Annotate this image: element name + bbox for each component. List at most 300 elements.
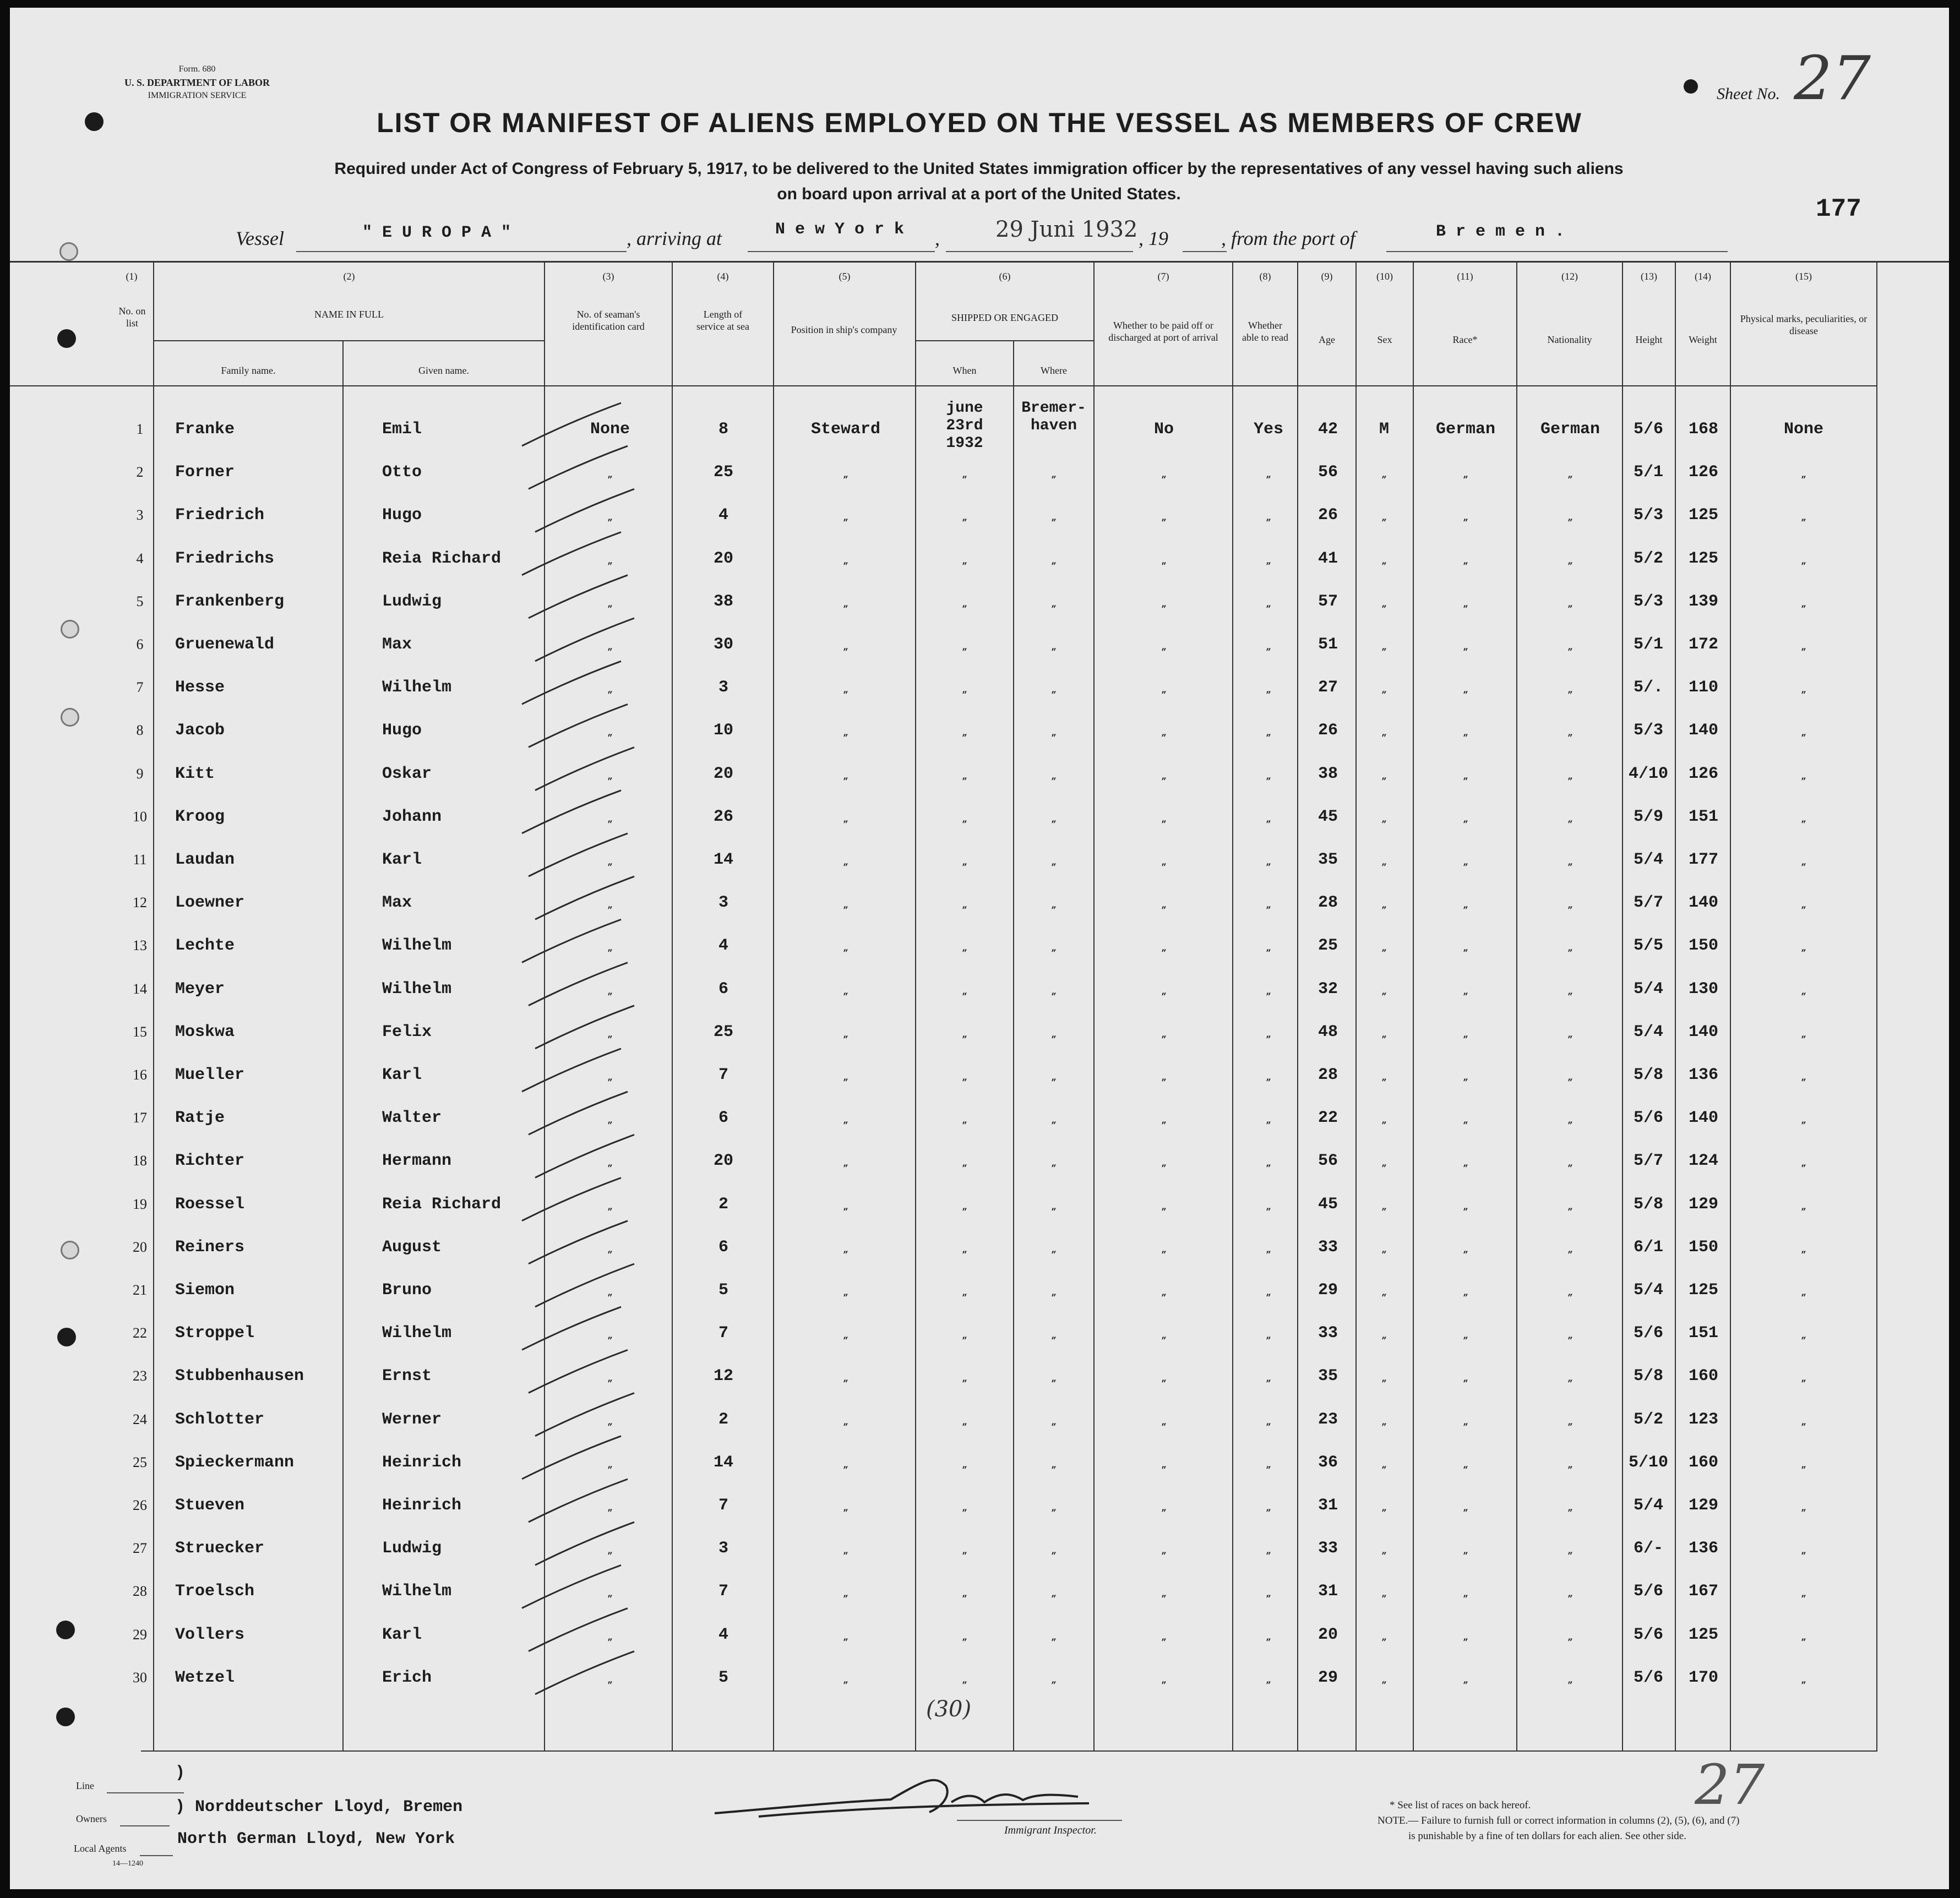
cell-race: ” <box>1463 1465 1468 1475</box>
punch-hole-icon <box>57 329 76 348</box>
cell-where: ” <box>1051 733 1057 744</box>
cell-read: ” <box>1266 1465 1271 1475</box>
cell-race: ” <box>1463 1336 1468 1346</box>
cell-service: 6 <box>718 1237 728 1257</box>
cell-no: 28 <box>133 1583 147 1600</box>
cell-age: 28 <box>1317 1066 1338 1084</box>
cell-no: 19 <box>133 1196 147 1212</box>
cell-height: 5/7 <box>1633 1152 1663 1171</box>
cell-height: 5/. <box>1633 678 1663 697</box>
cell-marks: ” <box>1801 819 1806 830</box>
cell-age: 51 <box>1317 635 1338 654</box>
cell-family: Troelsch <box>175 1582 255 1601</box>
cell-nationality: ” <box>1567 604 1573 614</box>
cell-read: ” <box>1266 991 1271 1002</box>
cell-sex: ” <box>1381 1336 1387 1346</box>
cell-service: 6 <box>718 979 728 999</box>
cell-position: ” <box>843 1207 848 1217</box>
cell-paid: ” <box>1161 1379 1167 1389</box>
cell-no: 6 <box>136 636 144 652</box>
cell-when: ” <box>962 561 967 571</box>
cell-id: ” <box>607 518 613 528</box>
cell-no: 18 <box>133 1153 147 1169</box>
cell-when: ” <box>962 475 967 486</box>
cell-no: 26 <box>133 1497 147 1513</box>
cell-weight: 123 <box>1688 1410 1718 1429</box>
cell-sex: ” <box>1381 1508 1387 1518</box>
cell-when: ” <box>962 991 967 1002</box>
cell-sex: ” <box>1381 991 1387 1002</box>
cell-age: 45 <box>1317 807 1338 826</box>
cell-when: ” <box>962 1422 967 1432</box>
cell-nationality: ” <box>1567 1594 1573 1605</box>
cell-family: Stubbenhausen <box>175 1367 304 1386</box>
cell-given: Hugo <box>382 506 422 525</box>
cell-no: 5 <box>136 593 144 609</box>
cell-given: Erich <box>382 1668 432 1687</box>
cell-nationality: ” <box>1567 1422 1573 1432</box>
cell-paid: ” <box>1161 1680 1167 1690</box>
cell-position: Steward <box>810 420 881 439</box>
header-age: Age <box>1319 334 1335 345</box>
comma: , <box>935 227 940 249</box>
cell-nationality: ” <box>1567 1465 1573 1475</box>
cell-nationality: German <box>1540 420 1600 439</box>
penalty-note-line-2: is punishable by a fine of ten dollars for each alien. See other side. <box>1408 1830 1686 1842</box>
header-where: Where <box>1041 365 1067 376</box>
from-port-label: , from the port of <box>1221 227 1355 249</box>
cell-read: Yes <box>1253 420 1283 439</box>
cell-given: Wilhelm <box>382 979 452 999</box>
cell-marks: ” <box>1801 1250 1806 1260</box>
cell-no: 25 <box>133 1454 147 1470</box>
cell-read: ” <box>1266 1121 1271 1131</box>
cell-sex: ” <box>1381 733 1387 744</box>
cell-weight: 126 <box>1688 463 1718 482</box>
cell-family: Friedrichs <box>175 549 275 568</box>
cell-weight: 125 <box>1688 549 1718 568</box>
form-identification <box>98 63 296 102</box>
cell-read: ” <box>1266 1293 1271 1303</box>
cell-given: Johann <box>382 807 442 826</box>
cell-when: ” <box>962 1034 967 1045</box>
cell-weight: 125 <box>1688 1281 1718 1300</box>
form-code: 14—1240 <box>112 1859 143 1868</box>
cell-where: ” <box>1051 1034 1057 1045</box>
header-height: Height <box>1635 334 1663 345</box>
total-count: (30) <box>926 1697 972 1722</box>
cell-weight: 124 <box>1688 1152 1718 1171</box>
cell-marks: ” <box>1801 1121 1806 1131</box>
cell-given: Ernst <box>382 1367 432 1386</box>
cell-paid: ” <box>1161 1637 1167 1648</box>
cell-weight: 167 <box>1688 1582 1718 1601</box>
cell-sex: ” <box>1381 1465 1387 1475</box>
cell-paid: No <box>1153 420 1174 439</box>
cell-position: ” <box>843 1121 848 1131</box>
col-number-10: (10) <box>1376 271 1393 282</box>
cell-position: ” <box>843 948 848 959</box>
cell-given: Oskar <box>382 764 432 783</box>
sheet-number: 27 <box>1794 43 1871 113</box>
cell-where: ” <box>1051 1121 1057 1131</box>
header-id-card: No. of seaman's identification card <box>572 309 645 332</box>
cell-given: Werner <box>382 1410 442 1429</box>
cell-read: ” <box>1266 1250 1271 1260</box>
owners-value: ) Norddeutscher Lloyd, Bremen <box>175 1798 463 1817</box>
cell-marks: ” <box>1801 1551 1806 1562</box>
cell-weight: 140 <box>1688 721 1718 740</box>
service-name: IMMIGRATION SERVICE <box>148 91 247 100</box>
inspector-label: Immigrant Inspector. <box>1004 1824 1097 1836</box>
cell-height: 5/4 <box>1633 1496 1663 1515</box>
cell-marks: ” <box>1801 906 1806 916</box>
cell-age: 31 <box>1317 1582 1338 1601</box>
cell-age: 29 <box>1317 1281 1338 1300</box>
cell-nationality: ” <box>1567 991 1573 1002</box>
cell-where: ” <box>1051 1336 1057 1346</box>
cell-marks: ” <box>1801 1637 1806 1648</box>
cell-id: ” <box>607 1465 613 1475</box>
cell-position: ” <box>843 1034 848 1045</box>
stamp-number: 177 <box>1816 195 1861 223</box>
cell-height: 5/1 <box>1633 635 1663 654</box>
cell-age: 25 <box>1317 936 1338 956</box>
cell-no: 22 <box>133 1325 147 1341</box>
cell-race: ” <box>1463 1164 1468 1174</box>
cell-height: 5/7 <box>1633 893 1663 913</box>
cell-age: 22 <box>1317 1109 1338 1128</box>
cell-no: 11 <box>133 852 147 868</box>
cell-family: Wetzel <box>175 1668 235 1687</box>
cell-sex: ” <box>1381 1293 1387 1303</box>
cell-race: ” <box>1463 948 1468 959</box>
cell-sex: ” <box>1381 690 1387 701</box>
cell-read: ” <box>1266 1078 1271 1088</box>
cell-marks: ” <box>1801 1336 1806 1346</box>
cell-marks: ” <box>1801 1034 1806 1045</box>
cell-age: 38 <box>1317 764 1338 783</box>
cell-race: ” <box>1463 733 1468 744</box>
cell-position: ” <box>843 604 848 614</box>
cell-age: 26 <box>1317 721 1338 740</box>
cell-height: 5/4 <box>1633 1022 1663 1041</box>
cell-paid: ” <box>1161 1594 1167 1605</box>
cell-sex: ” <box>1381 518 1387 528</box>
cell-nationality: ” <box>1567 863 1573 872</box>
cell-position: ” <box>843 1250 848 1260</box>
cell-race: ” <box>1463 518 1468 528</box>
cell-race: ” <box>1463 475 1468 486</box>
cell-when: ” <box>962 1379 967 1389</box>
cell-nationality: ” <box>1567 561 1573 571</box>
cell-no: 13 <box>133 937 147 954</box>
cell-read: ” <box>1266 948 1271 959</box>
cell-age: 35 <box>1317 1367 1338 1386</box>
cell-when: ” <box>962 776 967 787</box>
cell-sex: ” <box>1381 1207 1387 1217</box>
cell-height: 5/4 <box>1633 850 1663 869</box>
cell-paid: ” <box>1161 1250 1167 1260</box>
cell-id: ” <box>607 1336 613 1346</box>
cell-given: Max <box>382 893 412 913</box>
cell-when: ” <box>962 733 967 744</box>
col-number-14: (14) <box>1695 271 1711 282</box>
cell-no: 24 <box>133 1411 147 1427</box>
arrival-date: 29 Juni 1932 <box>995 217 1138 242</box>
cell-given: Karl <box>382 850 422 869</box>
cell-where: ” <box>1051 1594 1057 1605</box>
cell-no: 16 <box>133 1067 147 1083</box>
cell-given: Max <box>382 635 412 654</box>
cell-sex: ” <box>1381 475 1387 486</box>
cell-weight: 140 <box>1688 893 1718 913</box>
cell-read: ” <box>1266 1508 1271 1518</box>
cell-read: ” <box>1266 561 1271 571</box>
header-family-name: Family name. <box>221 365 276 376</box>
cell-race: ” <box>1463 776 1468 787</box>
cell-height: 5/4 <box>1633 1281 1663 1300</box>
cell-read: ” <box>1266 863 1271 872</box>
cell-family: Spieckermann <box>175 1453 295 1472</box>
cell-where: Bremer-haven <box>1021 400 1086 434</box>
cell-sex: M <box>1379 420 1389 439</box>
cell-given: Bruno <box>382 1281 432 1300</box>
cell-given: Karl <box>382 1066 422 1084</box>
cell-race: ” <box>1463 1078 1468 1088</box>
cell-position: ” <box>843 1680 848 1690</box>
cell-id: None <box>590 420 630 439</box>
cell-where: ” <box>1051 1164 1057 1174</box>
cell-marks: ” <box>1801 475 1806 486</box>
cell-marks: ” <box>1801 776 1806 787</box>
cell-marks: ” <box>1801 1164 1806 1174</box>
cell-sex: ” <box>1381 1637 1387 1648</box>
cell-when: ” <box>962 1250 967 1260</box>
sheet-label: Sheet No. <box>1717 85 1780 103</box>
header-no-on-list: No. on list <box>118 306 146 329</box>
cell-family: Gruenewald <box>175 635 275 654</box>
cell-weight: 160 <box>1688 1367 1718 1386</box>
cell-when: ” <box>962 1551 967 1562</box>
cell-position: ” <box>843 561 848 571</box>
cell-race: ” <box>1463 819 1468 830</box>
cell-marks: ” <box>1801 1293 1806 1303</box>
cell-service: 38 <box>713 592 733 611</box>
cell-nationality: ” <box>1567 647 1573 657</box>
cell-marks: ” <box>1801 690 1806 701</box>
cell-service: 3 <box>718 893 728 913</box>
cell-where: ” <box>1051 819 1057 830</box>
cell-position: ” <box>843 991 848 1002</box>
cell-id: ” <box>607 863 613 872</box>
cell-position: ” <box>843 1379 848 1389</box>
cell-race: ” <box>1463 1594 1468 1605</box>
cell-marks: ” <box>1801 518 1806 528</box>
cell-sex: ” <box>1381 647 1387 657</box>
cell-race: ” <box>1463 1551 1468 1562</box>
col-number-15: (15) <box>1795 271 1812 282</box>
cell-service: 30 <box>713 635 733 654</box>
cell-when: ” <box>962 1207 967 1217</box>
department-name: U. S. DEPARTMENT OF LABOR <box>124 77 270 88</box>
cell-paid: ” <box>1161 1121 1167 1131</box>
cell-weight: 140 <box>1688 1022 1718 1041</box>
cell-given: Hugo <box>382 721 422 740</box>
cell-when: ” <box>962 690 967 701</box>
cell-height: 5/6 <box>1633 420 1663 439</box>
cell-when: ” <box>962 1336 967 1346</box>
cell-family: Stroppel <box>175 1324 255 1343</box>
cell-where: ” <box>1051 906 1057 916</box>
cell-service: 14 <box>713 1453 733 1472</box>
cell-height: 5/2 <box>1633 1410 1663 1429</box>
cell-no: 1 <box>136 421 144 437</box>
cell-position: ” <box>843 1465 848 1475</box>
cell-sex: ” <box>1381 948 1387 959</box>
cell-weight: 150 <box>1688 936 1718 956</box>
cell-read: ” <box>1266 1422 1271 1432</box>
cell-position: ” <box>843 1078 848 1088</box>
cell-height: 5/10 <box>1628 1453 1668 1472</box>
cell-given: Wilhelm <box>382 1324 452 1343</box>
cell-service: 4 <box>718 1625 728 1644</box>
cell-height: 5/3 <box>1633 506 1663 525</box>
cell-age: 35 <box>1317 850 1338 869</box>
cell-when: ” <box>962 906 967 916</box>
cell-service: 4 <box>718 506 728 525</box>
cell-marks: ” <box>1801 863 1806 872</box>
cell-weight: 129 <box>1688 1496 1718 1515</box>
cell-id: ” <box>607 1508 613 1518</box>
cell-weight: 151 <box>1688 1324 1718 1343</box>
cell-height: 5/9 <box>1633 807 1663 826</box>
cell-race: ” <box>1463 1250 1468 1260</box>
cell-id: ” <box>607 1207 613 1217</box>
cell-height: 6/- <box>1633 1539 1663 1558</box>
cell-weight: 126 <box>1688 764 1718 783</box>
cell-paid: ” <box>1161 948 1167 959</box>
cell-id: ” <box>607 948 613 959</box>
cell-id: ” <box>607 1250 613 1260</box>
cell-race: ” <box>1463 1121 1468 1131</box>
cell-given: Felix <box>382 1022 432 1041</box>
cell-family: Ratje <box>175 1109 225 1128</box>
cell-service: 7 <box>718 1066 728 1084</box>
cell-race: ” <box>1463 1293 1468 1303</box>
cell-position: ” <box>843 1508 848 1518</box>
cell-where: ” <box>1051 647 1057 657</box>
page-title: LIST OR MANIFEST OF ALIENS EMPLOYED ON THE VESSEL AS MEMBERS OF CREW <box>377 107 1582 138</box>
cell-paid: ” <box>1161 604 1167 614</box>
cell-height: 5/6 <box>1633 1582 1663 1601</box>
cell-paid: ” <box>1161 1422 1167 1432</box>
cell-age: 33 <box>1317 1539 1338 1558</box>
cell-weight: 150 <box>1688 1237 1718 1257</box>
cell-sex: ” <box>1381 1594 1387 1605</box>
cell-marks: ” <box>1801 1207 1806 1217</box>
col-number-2: (2) <box>343 271 355 282</box>
header-sex: Sex <box>1377 334 1392 345</box>
cell-age: 32 <box>1317 979 1338 999</box>
cell-height: 5/3 <box>1633 592 1663 611</box>
cell-family: Mueller <box>175 1066 245 1084</box>
cell-read: ” <box>1266 1594 1271 1605</box>
cell-position: ” <box>843 647 848 657</box>
cell-nationality: ” <box>1567 1379 1573 1389</box>
cell-no: 27 <box>133 1540 147 1557</box>
cell-given: Otto <box>382 463 422 482</box>
header-name-in-full: NAME IN FULL <box>314 309 384 320</box>
cell-nationality: ” <box>1567 1121 1573 1131</box>
cell-where: ” <box>1051 991 1057 1002</box>
cell-no: 7 <box>136 679 144 696</box>
cell-given: Wilhelm <box>382 678 452 697</box>
cell-when: ” <box>962 1164 967 1174</box>
cell-family: Jacob <box>175 721 225 740</box>
cell-sex: ” <box>1381 1164 1387 1174</box>
cell-nationality: ” <box>1567 1078 1573 1088</box>
cell-family: Kitt <box>175 764 215 783</box>
cell-id: ” <box>607 561 613 571</box>
cell-service: 7 <box>718 1496 728 1515</box>
cell-age: 27 <box>1317 678 1338 697</box>
cell-age: 36 <box>1317 1453 1338 1472</box>
cell-where: ” <box>1051 948 1057 959</box>
cell-age: 57 <box>1317 592 1338 611</box>
cell-where: ” <box>1051 1680 1057 1690</box>
header-able-to-read: Whether able to read <box>1242 320 1288 343</box>
cell-age: 23 <box>1317 1410 1338 1429</box>
cell-age: 33 <box>1317 1324 1338 1343</box>
cell-read: ” <box>1266 1164 1271 1174</box>
cell-where: ” <box>1051 1078 1057 1088</box>
cell-paid: ” <box>1161 1293 1167 1303</box>
cell-given: Karl <box>382 1625 422 1644</box>
cell-family: Richter <box>175 1152 245 1171</box>
cell-id: ” <box>607 906 613 916</box>
cell-paid: ” <box>1161 1551 1167 1562</box>
cell-family: Loewner <box>175 893 245 913</box>
penalty-note-line-1: NOTE.— Failure to furnish full or correct information in columns (2), (5), (6), and (7) <box>1378 1815 1740 1826</box>
cell-position: ” <box>843 906 848 916</box>
cell-marks: ” <box>1801 1594 1806 1605</box>
punch-hole-icon <box>1684 79 1698 94</box>
cell-sex: ” <box>1381 819 1387 830</box>
cell-weight: 177 <box>1688 850 1718 869</box>
cell-given: Ludwig <box>382 592 442 611</box>
cell-read: ” <box>1266 647 1271 657</box>
cell-paid: ” <box>1161 906 1167 916</box>
cell-service: 4 <box>718 936 728 956</box>
cell-family: Moskwa <box>175 1022 235 1041</box>
cell-id: ” <box>607 1594 613 1605</box>
cell-service: 25 <box>713 463 733 482</box>
cell-position: ” <box>843 690 848 701</box>
cell-weight: 160 <box>1688 1453 1718 1472</box>
cell-age: 41 <box>1317 549 1338 568</box>
cell-nationality: ” <box>1567 1293 1573 1303</box>
cell-id: ” <box>607 1293 613 1303</box>
cell-height: 6/1 <box>1633 1237 1663 1257</box>
cell-where: ” <box>1051 561 1057 571</box>
cell-paid: ” <box>1161 647 1167 657</box>
cell-family: Stueven <box>175 1496 245 1515</box>
local-agents-label: Local Agents <box>74 1843 127 1854</box>
cell-service: 3 <box>718 1539 728 1558</box>
cell-given: Ludwig <box>382 1539 442 1558</box>
cell-id: ” <box>607 690 613 701</box>
